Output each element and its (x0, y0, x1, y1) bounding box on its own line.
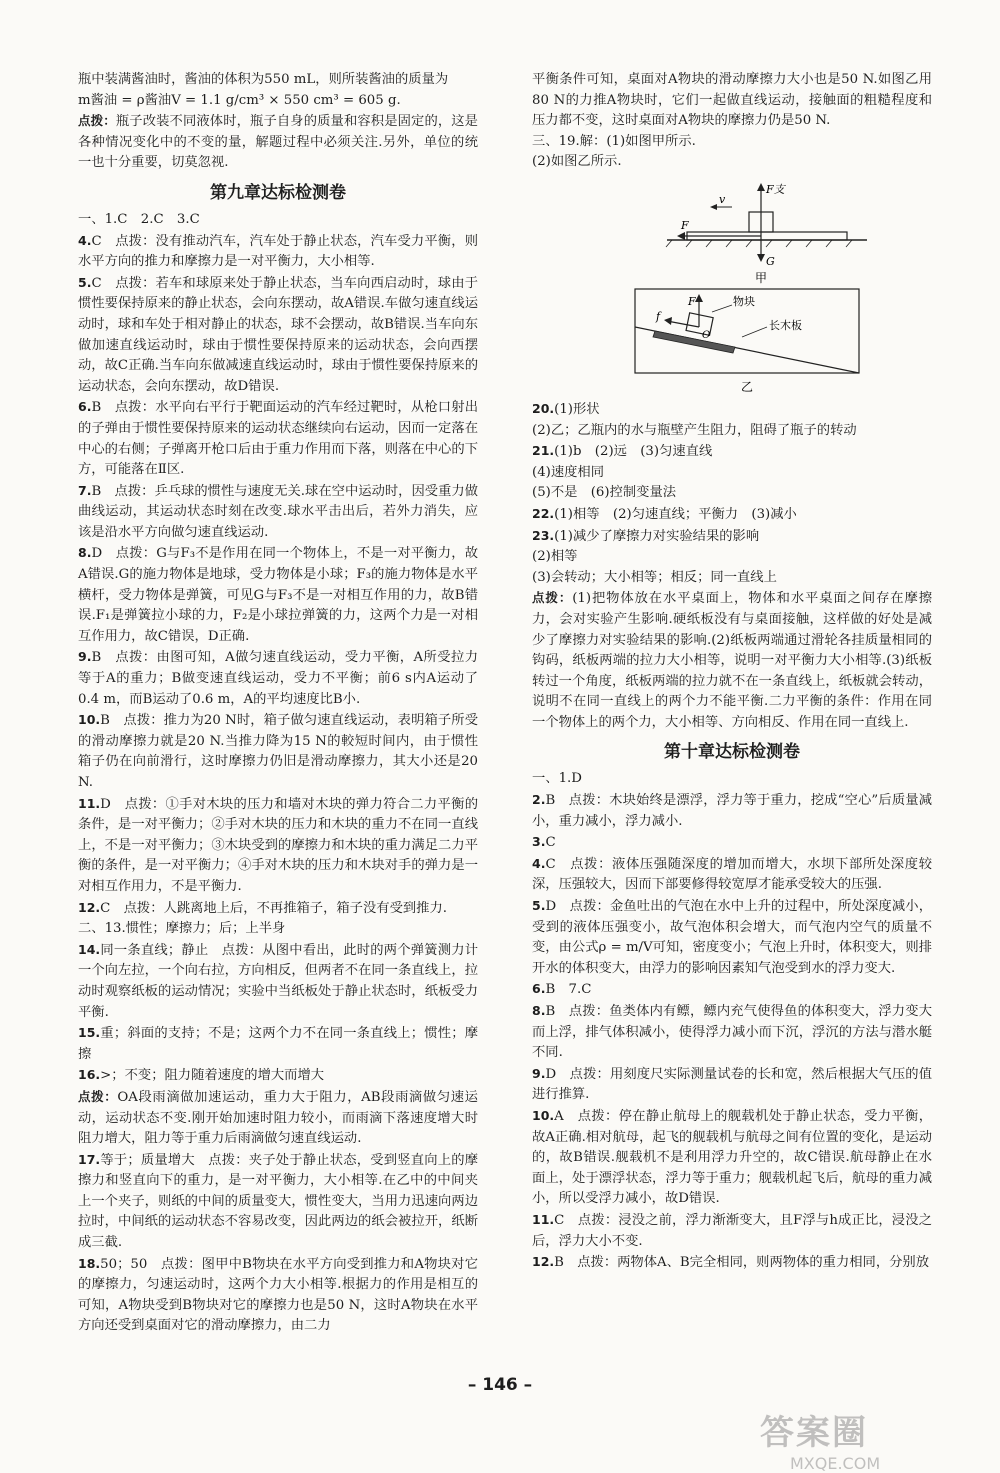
answer-label: 11. (532, 1211, 555, 1227)
answer-text: (3)会转动；大小相等；相反；同一直线上 (532, 569, 777, 585)
answer-paragraph (78, 397, 478, 480)
answer-text: B 点拨：乒乓球的惯性与速度无关.球在空中运动时，因受重力做曲线运动，其运动状态时刻在改变.球水平击出后，若外力消失，应该是沿水平方向做匀速直线运动. (78, 483, 478, 540)
answer-text: B 点拨：鱼类体内有鳔，鳔内充气使得鱼的体积变大，浮力变大而上浮，排气体积减小，使得浮力减小而下沉，浮沉的方法与潜水艇不同. (532, 1004, 932, 1061)
answer-text: 三、19.解：(1)如图甲所示. (532, 133, 696, 149)
answer-text: (1)相等 (2)匀速直线；平衡力 (3)减小 (554, 506, 797, 522)
answer-paragraph (532, 1001, 932, 1064)
answer-label: 2. (532, 792, 546, 808)
answer-text: (2)如图乙所示. (532, 154, 622, 170)
answer-text: B 点拨：水平向右平行于靶面运动的汽车经过靶时，从枪口射出的子弹由于惯性要保持原来的运动状态继续向右运动，因而一定落在中心的右侧；子弹离开枪口后由于重力作用而下落，则落在中心的下方，可能落在Ⅱ区. (78, 400, 478, 478)
answer-paragraph (532, 1064, 932, 1106)
answer-text: C 点拨：液体压强随深度的增加而增大，水坝下部所处深度较深，压强较大，因而下部要修得较宽厚才能承受较大的压强. (532, 856, 932, 893)
answer-text: C (545, 835, 556, 851)
answer-text: 一、1.D (532, 771, 582, 787)
answer-paragraph (532, 790, 932, 832)
answer-text: 瓶中装满酱油时，酱油的体积为550 mL，则所装酱油的质量为 (78, 72, 449, 87)
answer-paragraph (532, 70, 932, 132)
answer-label: 3. (532, 834, 546, 850)
answer-text: D 点拨：用刻度尺实际测量试卷的长和宽，然后根据大气压的值进行推算. (532, 1066, 932, 1103)
answer-text: C 点拨：浸没之前，浮力渐渐变大，且F浮与h成正比，浸没之后，浮力大小不变. (532, 1212, 932, 1249)
answer-label: 22. (532, 505, 555, 521)
answer-text: 瓶子改装不同液体时，瓶子自身的质量和容积是固定的，这是各种情况变化中的不变的量，解题过程中必须关注.另外，单位的统一也十分重要，切莫忽视. (78, 114, 478, 171)
answer-paragraph (78, 940, 478, 1023)
answer-label: 6. (532, 981, 546, 997)
answer-paragraph (78, 91, 478, 112)
force-diagram (567, 177, 897, 397)
yi-block-label: 物块 (733, 294, 755, 308)
answer-label: 4. (78, 232, 92, 248)
answer-text: 一、1.C 2.C 3.C (78, 211, 200, 227)
answer-label: 16. (78, 1067, 101, 1083)
answer-paragraph (532, 588, 932, 733)
right-column (532, 70, 932, 1274)
jia-v-label: v (719, 192, 726, 206)
answer-label: 21. (532, 443, 555, 459)
answer-text: C 点拨：若车和球原来处于静止状态，当车向西启动时，球由于惯性要保持原来的静止状态，会向东摆动，故A错误.车做匀速直线运动时，球和车处于相对静止的状态，球不会摆动，故B错误.当车向东做加速直线运动时，球由于惯性要保持原来的运动状态，会向西摆动，故C正确.当车向东做减速直线运动时，球由于惯性要保持原来的运动状态，会向东摆动，故D错误. (78, 275, 479, 394)
answer-paragraph (532, 483, 932, 504)
page-number: – 146 – (467, 1375, 533, 1395)
answer-paragraph (532, 832, 932, 854)
answer-label: 5. (532, 898, 546, 914)
answer-text: 平衡条件可知，桌面对A物块的滑动摩擦力大小也是50 N.如图乙用80 N的力推A物块时，它们一起做直线运动，接触面的粗糙程度和压力都不变，这时桌面对A物块的摩擦力仍是50 N. (532, 72, 932, 129)
watermark (760, 1405, 960, 1473)
jia-F-label: F (681, 218, 689, 232)
answer-label: 9. (78, 649, 92, 665)
yi-O-label: O (702, 329, 711, 341)
yi-f-label: f (656, 309, 661, 323)
watermark-url: MXQE.COM (790, 1454, 881, 1473)
answer-paragraph (532, 504, 932, 526)
answer-label: 点拨： (78, 113, 116, 129)
answer-label: 4. (532, 855, 546, 871)
answer-label: 14. (78, 941, 101, 957)
answer-label: 10. (532, 1107, 555, 1123)
answer-text: C 点拨：没有推动汽车，汽车处于静止状态，汽车受力平衡，则水平方向的推力和摩擦力是一对平衡力，大小相等. (78, 233, 478, 270)
answer-paragraph (78, 111, 478, 174)
yi-caption: 乙 (740, 379, 754, 394)
answer-text: (1)形状 (554, 401, 600, 417)
answer-label: 12. (78, 899, 101, 915)
answer-paragraph (532, 1252, 932, 1274)
answer-paragraph (78, 210, 478, 231)
answer-label: 12. (532, 1254, 555, 1270)
answer-label: 15. (78, 1025, 101, 1041)
answer-paragraph (78, 710, 478, 793)
section-heading: 第九章达标检测卷 (210, 182, 346, 203)
figure-yi (635, 289, 859, 394)
answer-text: B 7.C (545, 982, 592, 998)
answer-paragraph (78, 898, 478, 920)
answer-paragraph (78, 543, 478, 647)
jia-Fz-label: F支 (766, 182, 785, 196)
answer-text: >；不变；阻力随着速度的增大而增大 (100, 1068, 325, 1084)
answer-text: B 点拨：木块始终是漂浮，浮力等于重力，挖成“空心”后质量减小，重力减小，浮力减小. (532, 793, 932, 829)
answer-paragraph (532, 896, 932, 979)
answer-label: 11. (78, 795, 101, 811)
answer-text: D 点拨：①手对木块的压力和墙对木块的弹力符合二力平衡的条件，是一对平衡力；②手对木块的压力和木块的重力不在同一直线上，不是一对平衡力；③木块受到的摩擦力和木块的重力满足二力平衡的条件，是一对平衡力；④手对木块的压力和木块对手的弹力是一对相互作用力，不是平衡力. (78, 796, 478, 894)
answer-label: 20. (532, 400, 555, 416)
answer-text: (1)b (2)远 (3)匀速直线 (554, 444, 713, 460)
answer-paragraph (532, 441, 932, 463)
watermark-logo: 答案圈 (760, 1413, 868, 1453)
answer-label: 9. (532, 1065, 546, 1081)
answer-label: 5. (78, 274, 92, 290)
answer-paragraph (532, 399, 932, 421)
answer-paragraph (532, 132, 932, 153)
figure-19 (567, 177, 897, 397)
jia-G-label: G (766, 254, 775, 268)
yi-board-label: 长木板 (769, 318, 802, 332)
answer-text: m酱油 = ρ酱油V = 1.1 g/cm³ × 550 cm³ = 605 g. (78, 92, 401, 108)
section-heading: 第十章达标检测卷 (664, 742, 800, 763)
left-column (78, 70, 478, 1337)
answer-text: A 点拨：停在静止航母上的舰载机处于静止状态，受力平衡，故A正确.相对航母，起飞的舰载机与航母之间有位置的变化，是运动的，故B错误.舰载机不是利用浮力升空的，故C错误.航母静止在水面上，处于漂浮状态，浮力等于重力；舰载机起飞后，航母的重力减小，所以受浮力减小，故D错误. (532, 1108, 932, 1207)
answer-label: 17. (78, 1151, 101, 1167)
answer-label: 8. (532, 1003, 546, 1018)
answer-label: 23. (532, 527, 555, 543)
answer-text: 重；斜面的支持；不是；这两个力不在同一条直线上；惯性；摩擦 (78, 1026, 478, 1062)
answer-text: (4)速度相同 (532, 464, 605, 480)
answer-text: 同一条直线；静止 点拨：从图中看出，此时的两个弹簧测力计一个向左拉，一个向右拉，方向相反，但两者不在同一条直线上，拉动时观察纸板的运动情况；实验中当纸板处于静止状态时，纸板受力平衡. (78, 942, 478, 1020)
answer-paragraph (532, 568, 932, 589)
answer-paragraph (78, 1087, 478, 1150)
answer-text: C 点拨：人跳离地上后，不再推箱子，箱子没有受到推力. (100, 900, 447, 916)
answer-text: B 点拨：由图可知，A做匀速直线运动，受力平衡，A所受拉力等于A的重力；B做变速直线运动，受力不平衡；前6 s内A运动了0.4 m，而B运动了0.6 m，A的平均速度比B小. (78, 650, 478, 707)
answer-paragraph (78, 273, 478, 398)
answer-paragraph (532, 1210, 932, 1252)
answer-paragraph (532, 421, 932, 442)
answer-paragraph (532, 547, 932, 568)
figure-jia (666, 183, 867, 285)
answer-text: D 点拨：金鱼吐出的气泡在水中上升的过程中，所处深度减小，受到的液体压强变小，故气泡体积会增大，而气泡内空气的质量不变，由公式ρ = m/V可知，密度变小；气泡上升时，体积变大，则排开水的体积变大，由浮力的影响因素知气泡受到水的浮力变大. (532, 899, 932, 976)
answer-paragraph (78, 231, 478, 273)
answer-paragraph (78, 647, 478, 710)
answer-paragraph (532, 854, 932, 896)
answer-label: 10. (78, 712, 101, 728)
answer-paragraph (78, 1254, 478, 1337)
answer-text: 二、13.惯性；摩擦力；后；上半身 (78, 921, 286, 937)
answer-text: (2)乙；乙瓶内的水与瓶壁产生阻力，阻碍了瓶子的转动 (532, 422, 857, 438)
answer-paragraph (78, 1023, 478, 1065)
answer-label: 点拨： (532, 590, 573, 606)
answer-label: 18. (78, 1255, 101, 1271)
answer-text: 50；50 点拨：图甲中B物块在水平方向受到推力和A物块对它的摩擦力，匀速运动时，这两个力大小相等.根据力的作用是相互的可知，A物块受到B物块对它的摩擦力也是50 N，这时A物块在水平方向还受到桌面对它的滑动摩擦力，由二力 (78, 1256, 478, 1334)
answer-text: (2)相等 (532, 549, 578, 565)
answer-text: OA段雨滴做加速运动，重力大于阻力，AB段雨滴做匀速运动，运动状态不变.刚开始加速时阻力较小，而雨滴下落速度增大时阻力增大，阻力等于重力后雨滴做匀速直线运动. (78, 1089, 478, 1147)
answer-label: 8. (78, 545, 92, 561)
answer-label: 7. (78, 482, 92, 498)
answer-paragraph (78, 919, 478, 940)
answer-text: (1)减少了摩擦力对实验结果的影响 (554, 528, 760, 544)
answer-text: (1)把物体放在水平桌面上，物体和水平桌面之间存在摩擦力，会对实验产生影响.硬纸板没有与桌面接触，这样做的好处是减少了摩擦力对实验结果的影响.(2)纸板两端通过滑轮各挂质量相同的钩码，纸板两端的拉力大小相等，说明一对平衡力大小相等.(3)纸板转过一个角度，纸板两端的拉力就不在一条直线上，纸板就会转动，说明不在同一直线上的两个力不能平衡.二力平衡的条件：作用在同一个物体上的两个力，大小相等、方向相反、作用在同一直线上. (532, 591, 932, 730)
answer-label: 点拨： (78, 1088, 118, 1104)
answer-text: (5)不是 (6)控制变量法 (532, 485, 677, 501)
answer-paragraph (78, 1150, 478, 1254)
answer-paragraph (78, 1065, 478, 1087)
yi-F-label: F (688, 294, 696, 308)
answer-paragraph (532, 979, 932, 1001)
answer-paragraph (532, 526, 932, 548)
answer-paragraph (78, 481, 478, 544)
answer-paragraph (78, 70, 478, 91)
answer-paragraph (78, 794, 478, 898)
answer-label: 6. (78, 399, 92, 415)
answer-text: B 点拨：推力为20 N时，箱子做匀速直线运动，表明箱子所受的滑动摩擦力就是20 N.当推力降为15 N的較短时间内，由于惯性箱子仍在向前滑行，这时摩擦力仍旧是滑动摩擦力，其大小还是20 N. (78, 713, 478, 790)
answer-paragraph (532, 769, 932, 790)
answer-text: D 点拨：G与F₃不是作用在同一个物体上，不是一对平衡力，故A错误.G的施力物体是地球，受力物体是小球；F₃的施力物体是水平横杆，受力物体是弹簧，可见G与F₃不是一对相互作用的力，故B错误.F₁是弹簧拉小球的力，F₂是小球拉弹簧的力，这两个力是一对相互作用力，故C错误，D正确. (78, 546, 478, 644)
answer-paragraph (532, 1106, 932, 1210)
answer-paragraph (532, 463, 932, 484)
jia-caption: 甲 (754, 270, 768, 285)
answer-text: 等于；质量增大 点拨：夹子处于静止状态，受到竖直向上的摩擦力和竖直向下的重力，是一对平衡力，大小相等.在乙中的中间夹上一个夹子，则纸的中间的质量变大，惯性变大，当用力迅速向两边拉时，中间纸的运动状态不容易改变，因此两边的纸会被拉开，纸断成三截. (78, 1152, 478, 1251)
answer-text: B 点拨：两物体A、B完全相同，则两物体的重力相同，分别放 (554, 1255, 930, 1271)
answer-paragraph (532, 152, 932, 173)
